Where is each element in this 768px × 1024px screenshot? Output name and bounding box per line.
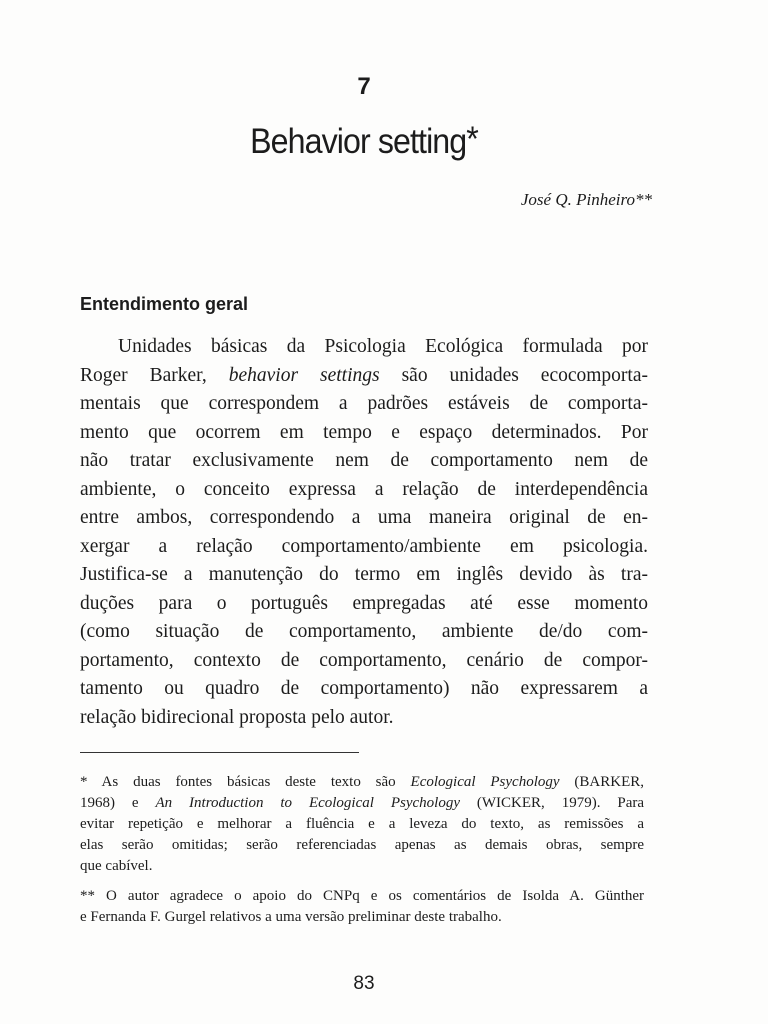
body-text-run: são unidades ecocomporta- — [379, 364, 648, 386]
author-footnote-marker: ** — [635, 190, 652, 209]
body-line: portamento, contexto de comportamento, cenário de compor- — [80, 649, 648, 671]
footnote-1-line — [80, 772, 644, 793]
body-line: mentais que correspondem a padrões estáveis de comporta- — [80, 393, 648, 414]
footnote-2-marker: ** — [80, 888, 95, 904]
footnote-1-line: evitar repetição e melhorar a fluência e a leveza do texto, as remissões a — [80, 816, 644, 832]
footnote-text-run: As duas fontes básicas deste texto são — [101, 774, 411, 790]
body-line: xergar a relação comportamento/ambiente em psicologia. — [80, 535, 648, 557]
footnote-gap — [80, 877, 644, 886]
body-line: mento que ocorrem em tempo e espaço determinados. Por — [80, 421, 648, 443]
body-line: Unidades básicas da Psicologia Ecológica formulada por — [118, 336, 648, 357]
body-line: ambiente, o conceito expressa a relação de interdependência — [80, 478, 648, 500]
footnote-text-run: 1968) e — [80, 795, 156, 811]
footnote-italic-title: An Introduction to Ecological Psychology — [155, 795, 460, 811]
body-line: entre ambos, correspondendo a uma maneira original de en- — [80, 507, 648, 528]
footnote-text-run: (BARKER, — [559, 774, 644, 790]
author-byline — [521, 189, 652, 211]
footnote-2-line: e Fernanda F. Gurgel relativos a uma versão preliminar deste trabalho. — [80, 909, 502, 925]
body-line: Justifica-se a manutenção do termo em inglês devido às tra- — [80, 564, 648, 585]
body-line — [80, 362, 648, 391]
body-line: (como situação de comportamento, ambiente de/do com- — [80, 621, 648, 642]
body-text-run: Roger Barker, — [80, 364, 229, 386]
footnote-1-line — [80, 793, 644, 814]
chapter-number: 7 — [357, 73, 371, 100]
body-line: relação bidirecional proposta pelo autor. — [80, 706, 394, 728]
footnote-text-run: O autor agradece o apoio do CNPq e os comentários de Isolda A. Günther — [106, 888, 645, 904]
chapter-title — [29, 120, 699, 164]
section-heading: Entendimento geral — [80, 294, 249, 314]
footnote-1-line: que cabível. — [80, 858, 153, 874]
footnote-1-line: elas serão omitidas; serão referenciadas apenas as demais obras, sempre — [80, 837, 644, 853]
footnote-text-run: (WICKER, 1979). Para — [459, 795, 644, 811]
body-italic-term: behavior settings — [228, 364, 380, 386]
footnote-italic-title: Ecological Psychology — [410, 774, 560, 790]
chapter-title-footnote-marker: * — [466, 120, 478, 159]
footnote-2-line — [80, 886, 644, 907]
body-line: duções para o português empregadas até esse momento — [80, 592, 648, 614]
body-line: não tratar exclusivamente nem de comportamento nem de — [80, 450, 648, 471]
author-name: José Q. Pinheiro — [520, 190, 635, 209]
footnote-divider — [80, 752, 359, 753]
chapter-title-text: Behavior setting — [250, 122, 467, 161]
page-number: 83 — [353, 973, 375, 994]
footnotes — [80, 772, 644, 928]
body-paragraph — [80, 333, 648, 732]
body-line: tamento ou quadro de comportamento) não expressarem a — [80, 678, 648, 699]
footnote-1-marker: * — [80, 774, 88, 790]
